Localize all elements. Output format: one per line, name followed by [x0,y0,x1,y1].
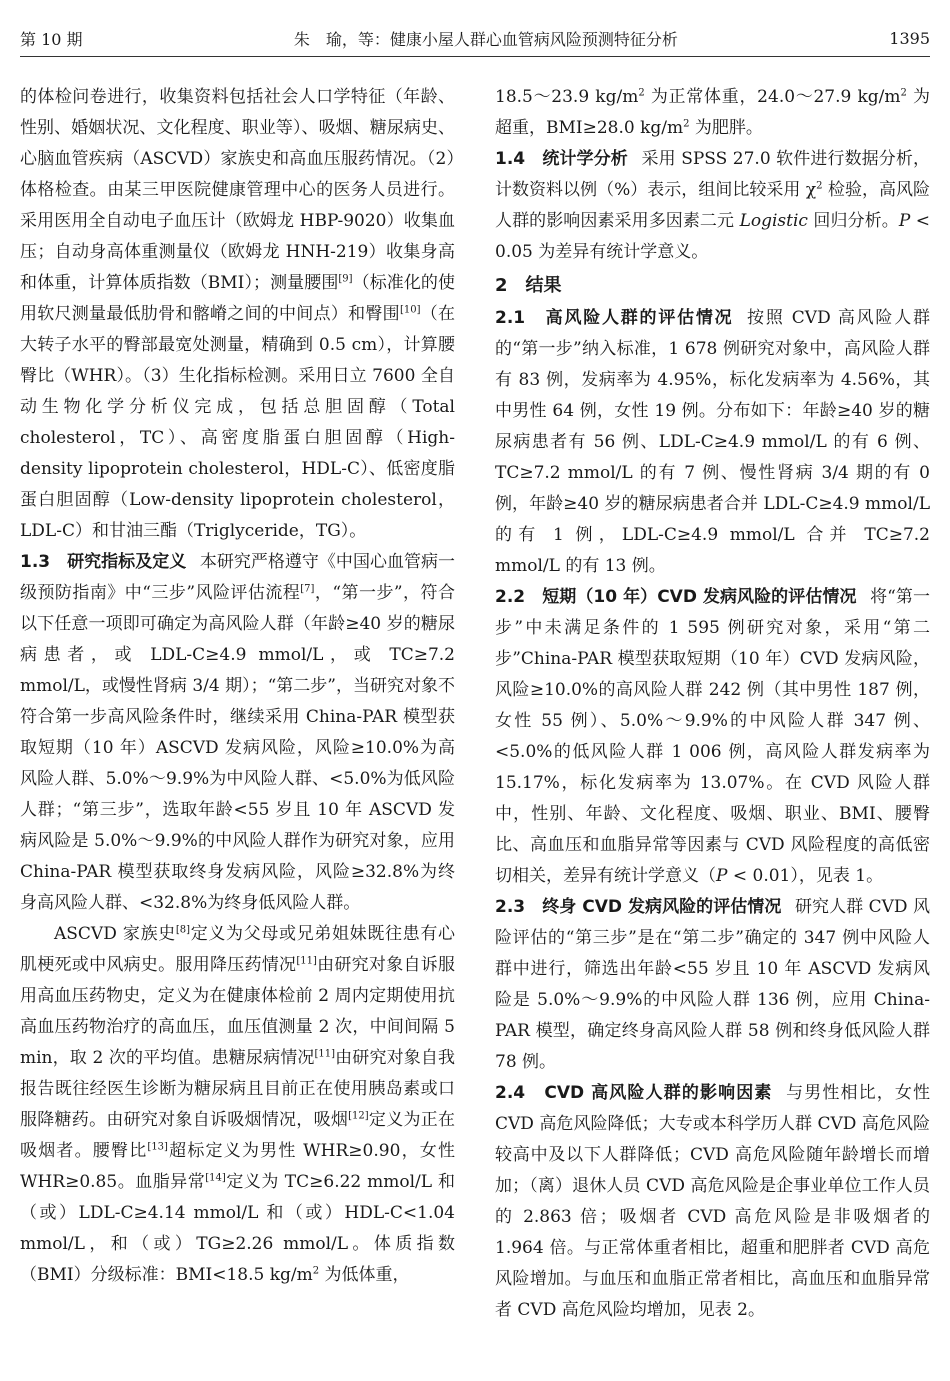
citation: [11] [314,1048,336,1060]
right-column [495,82,930,1326]
section-heading: 2.4 CVD 高风险人群的影响因素 [495,1083,773,1103]
section-heading: 2.2 短期（10 年）CVD 发病风险的评估情况 [495,587,857,607]
issue-label: 第 10 期 [20,29,83,49]
section-1-4: 1.4 统计学分析 采用 SPSS 27.0 软件进行数据分析，计数资料以例（%）表示，组间比较采用 $\chi^2$ 检验，高风险人群的影响因素采用多因素二元 Logistic 回归分析。P < 0.05 为差异有统计学意义。 [495,149,931,262]
running-title: 朱 瑜，等：健康小屋人群心血管病风险预测特征分析 [293,29,678,49]
page-number: 1395 [889,28,930,48]
section-heading: 1.4 统计学分析 [495,149,628,169]
section-heading: 2.3 终身 CVD 发病风险的评估情况 [495,897,782,917]
running-header [20,20,930,57]
paragraph-bmi: 18.5～23.9 $kg/m^2$ 为正常体重，24.0～27.9 $kg/m^2$ 为超重，BMI≥28.0 $kg/m^2$ 为肥胖。 [495,87,931,138]
citation: [7] [300,583,315,595]
paragraph-methods-tail: 的体检问卷进行，收集资料包括社会人口学特征（年龄、性别、婚姻状况、文化程度、职业等）、吸烟、糖尿病史、心脑血管疾病（ASCVD）家族史和高血压服药情况。（2）体格检查。由某三甲医院健康管理中心的医务人员进行。采用医用全自动电子血压计（欧姆龙 HBP-9020）收集血压；自动身高体重测量仪（欧姆龙 HNH-219）收集身高和体重，计算体质指数（BMI）；测量腰围[9]（标准化的使用软尺测量最低肋骨和髂嵴之间的中间点）和臀围[10]（在大转子水平的臀部最宽处测量，精确到 0.5 cm），计算腰臀比（WHR）。（3）生化指标检测。采用日立 7600 全自动生物化学分析仪完成，包括总胆固醇（Total cholesterol，TC）、高密度脂蛋白胆固醇（High-density lipoprotein cholesterol，HDL-C）、低密度脂蛋白胆固醇（Low-density lipoprotein cholesterol，LDL-C）和甘油三酯（Triglyceride，TG）。 [20,87,456,541]
section-2-4: 2.4 CVD 高风险人群的影响因素 与男性相比，女性 CVD 高危风险降低；大专或本科学历人群 CVD 高危风险较高中及以下人群降低；CVD 高危风险随年龄增长而增加；（离）退休人员 CVD 高危风险是企事业单位工作人员的 2.863 倍；吸烟者 CVD 高危风险是非吸烟者的 1.964 倍。与正常体重者相比，超重和肥胖者 CVD 高危风险增加。与血压和血脂正常者相比，高血压和血脂异常者 CVD 高危风险均增加，见表 2。 [495,1083,930,1320]
citation: [11] [296,955,317,967]
section-2-1: 2.1 高风险人群的评估情况 按照 CVD 高风险人群的“第一步”纳入标准，1 678 例研究对象中，高风险人群有 83 例，发病率为 4.95%，标化发病率为 4.56%，其中男性 64 例，女性 19 例。分布如下：年龄≥40 岁的糖尿病患者有 56 例、LDL-C≥4.9 mmol/L 的有 6 例、TC≥7.2 mmol/L 的有 7 例、慢性肾病 3/4 期的有 0 例，年龄≥40 岁的糖尿病患者合并 LDL-C≥4.9 mmol/L 的有 1 例，LDL-C≥4.9 mmol/L 合并 TC≥7.2 mmol/L 的有 13 例。 [495,308,930,576]
section-1-3: 1.3 研究指标及定义 本研究严格遵守《中国心血管病一级预防指南》中“三步”风险评估流程[7]，“第一步”，符合以下任意一项即可确定为高风险人群（年龄≥40 岁的糖尿病患者，或 LDL-C≥4.9 mmol/L，或 TC≥7.2 mmol/L，或慢性肾病 3/4 期）；“第二步”，当研究对象不符合第一步高风险条件时，继续采用 China-PAR 模型获取短期（10 年）ASCVD 发病风险，风险≥10.0%为高风险人群、5.0%～9.9%为中风险人群、<5.0%为低风险人群；“第三步”，选取年龄<55 岁且 10 年 ASCVD 发病风险是 5.0%～9.9%的中风险人群作为研究对象，应用 China-PAR 模型获取终身发病风险，风险≥32.8%为终身高风险人群、<32.8%为终身低风险人群。 [20,552,455,913]
section-2-3: 2.3 终身 CVD 发病风险的评估情况 研究人群 CVD 风险评估的“第三步”是在“第二步”确定的 347 例中风险人群中进行，筛选出年龄<55 岁且 10 年 ASCVD 发病风险是 5.0%～9.9%的中风险人群 136 例，应用 China-PAR 模型，确定终身高风险人群 58 例和终身低风险人群 78 例。 [495,897,931,1072]
citation: [12] [348,1110,369,1122]
section-heading: 1.3 研究指标及定义 [20,552,187,572]
section-heading: 2.1 高风险人群的评估情况 [495,308,734,328]
citation: [13] [147,1141,168,1153]
section-2-2: 2.2 短期（10 年）CVD 发病风险的评估情况 将“第一步”中未满足条件的 1 595 例研究对象，采用“第二步”China-PAR 模型获取短期（10 年）CVD 发病风险，风险≥10.0%的高风险人群 242 例（其中男性 187 例，女性 55 例）、5.0%～9.9%的中风险人群 347 例、<5.0%的低风险人群 1 006 例，高风险人群发病率为 15.17%，标化发病率为 13.07%。在 CVD 风险人群中，性别、年龄、文化程度、吸烟、职业、BMI、腰臀比、高血压和血脂异常等因素与 CVD 风险程度的高低密切相关，差异有统计学意义（P < 0.01），见表 1。 [495,587,930,886]
citation: [8] [175,924,191,936]
citation: [10] [399,304,421,316]
citation: [14] [205,1172,226,1184]
paragraph-definitions: ASCVD 家族史[8]定义为父母或兄弟姐妹既往患有心肌梗死或中风病史。服用降压药情况[11]由研究对象自诉服用高血压药物史，定义为在健康体检前 2 周内定期使用抗高血压药物治疗的高血压，血压值测量 2 次，中间间隔 5 min，取 2 次的平均值。患糖尿病情况[11]由研究对象自我报告既往经医生诊断为糖尿病且目前正在使用胰岛素或口服降糖药。由研究对象自诉吸烟情况，吸烟[12]定义为正在吸烟者。腰臀比[13]超标定义为男性 WHR≥0.90，女性 WHR≥0.85。血脂异常[14]定义为 TC≥6.22 mmol/L 和（或）LDL-C≥4.14 mmol/L 和（或）HDL-C<1.04 mmol/L，和（或）TG≥2.26 mmol/L。体质指数（BMI）分级标准：BMI<18.5 $kg/m^2$ 为低体重， [20,924,456,1285]
section-2-heading: 2 结果 [495,275,562,296]
citation: [9] [338,273,353,285]
left-column [20,82,455,1291]
